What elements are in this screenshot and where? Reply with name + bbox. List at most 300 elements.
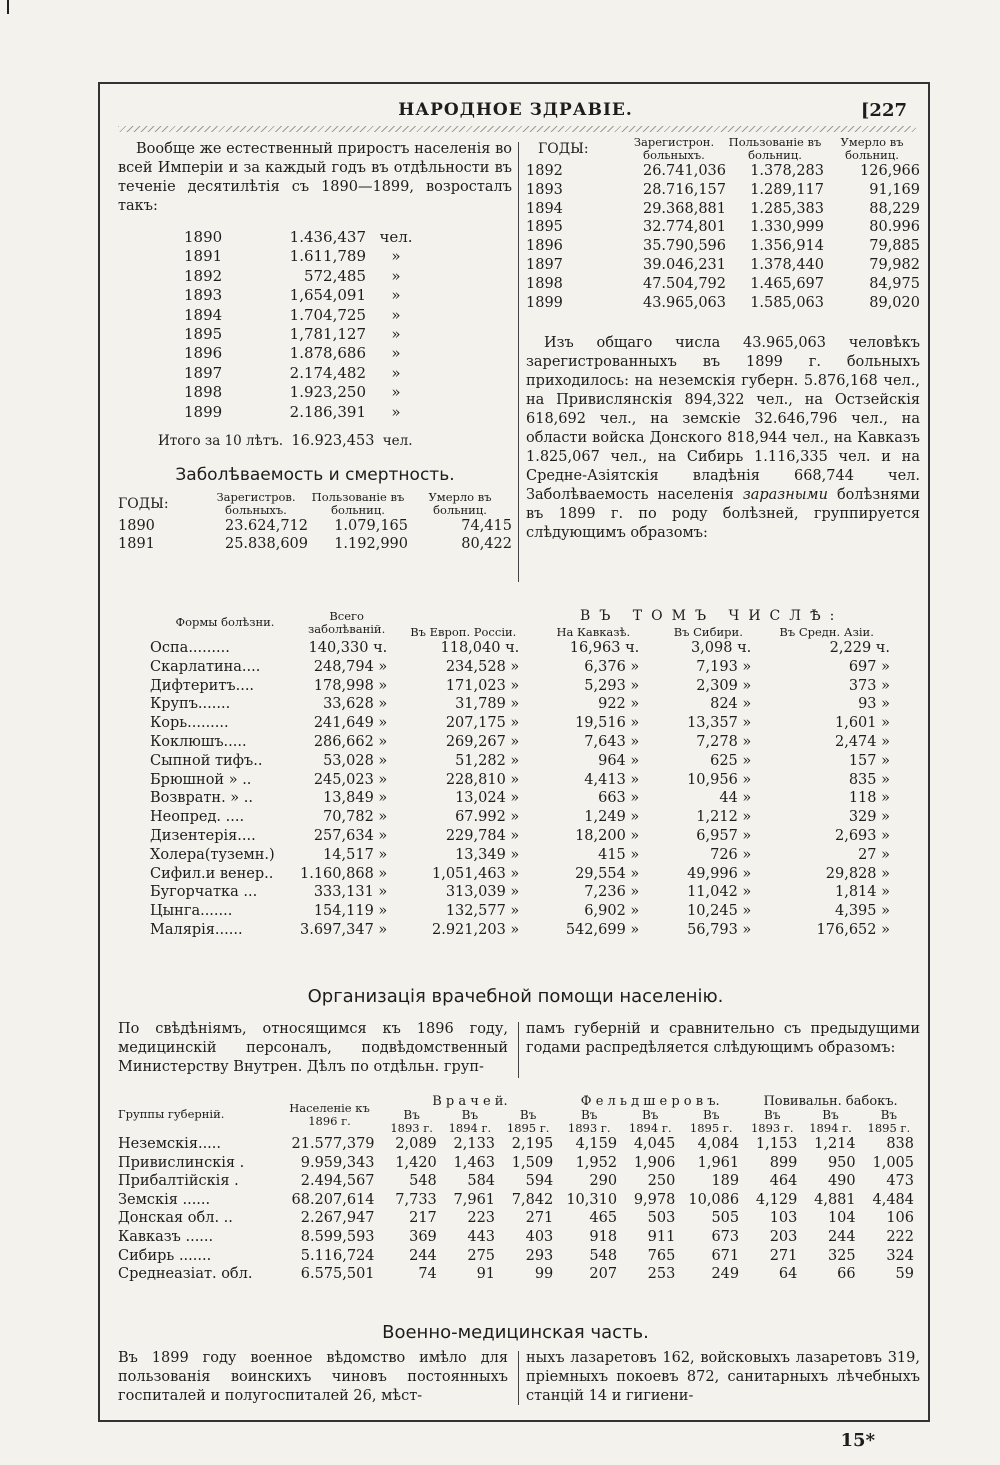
disease-asia: 4,395 » <box>835 903 890 920</box>
staff-subcol-year: 1895 г. <box>867 1121 911 1135</box>
disease-name: Скарлатина.... <box>150 658 261 675</box>
staff-count: 443 <box>467 1228 496 1245</box>
staff-count: 490 <box>827 1173 856 1190</box>
organization-heading: Организація врачебной помощи населенію. <box>307 986 724 1007</box>
disease-name: Коклюшъ..... <box>150 733 247 750</box>
disease-caucasus: 1,249 » <box>584 809 640 826</box>
staff-count: 325 <box>827 1247 856 1264</box>
growth-year: 1893 <box>184 286 223 305</box>
morbidity-use: 1.330,999 <box>750 219 824 236</box>
disease-total: 140,330 ч. <box>308 640 388 656</box>
morbidity-registered: 47.504,792 <box>642 275 726 292</box>
growth-value: 1.611,789 <box>289 247 366 266</box>
disease-europe: 31,789 » <box>455 696 520 713</box>
staff-count: 244 <box>409 1247 437 1264</box>
disease-europe: 67.992 » <box>455 809 520 826</box>
disease-europe: 1,051,463 » <box>432 865 520 882</box>
military-heading: Военно-медицинская часть. <box>382 1322 649 1343</box>
morbidity-use: 1.289,117 <box>750 181 824 198</box>
column-divider-top <box>518 142 519 582</box>
growth-value: 1,781,127 <box>289 325 366 344</box>
disease-asia: 329 » <box>848 809 890 826</box>
staff-count: 838 <box>886 1136 914 1152</box>
morbidity-row <box>118 535 512 553</box>
distribution-text-1: Изъ общаго числа 43.965,063 человѣкъ зарегистрованныхъ въ 1899 г. больныхъ приходилось: на неземскія губерн. 5.876,168 чел., на Привислянскія 894,322 чел., на Остзейскія 618,692 чел., на земскіе 32.646,796 чел., на области войска Донского 818,944 чел., на Кавказъ 1.825,067 чел., на Сибирь 1.116,335 чел. и на Средне-Азіятскія владѣнія 668,744 чел. Заболѣваемость населенія <box>526 335 920 504</box>
disease-caucasus: 16,963 ч. <box>569 640 640 656</box>
disease-siberia: 13,357 » <box>687 715 752 732</box>
morbidity-year: 1897 <box>526 256 563 273</box>
growth-year: 1894 <box>184 305 223 324</box>
staff-subcol-year: 1893 г. <box>567 1121 611 1135</box>
staff-count: 74 <box>418 1266 437 1283</box>
staff-count: 503 <box>647 1210 676 1227</box>
disease-europe: 13,024 » <box>455 790 520 807</box>
disease-siberia: 1,212 » <box>696 809 752 826</box>
staff-count: 1,214 <box>814 1136 856 1152</box>
disease-row <box>150 752 890 771</box>
growth-row <box>184 383 426 402</box>
growth-row <box>184 247 426 266</box>
disease-siberia: 824 » <box>710 696 752 713</box>
staff-count: 99 <box>534 1266 554 1283</box>
staff-count: 64 <box>778 1266 798 1283</box>
growth-unit: » <box>391 363 401 382</box>
organization-right-text: памъ губерній и сравнительно съ предыдущими годами распредѣляется слѣдующимъ образомъ: <box>526 1021 920 1056</box>
staff-count: 584 <box>467 1173 496 1190</box>
staff-count: 4,129 <box>755 1191 798 1208</box>
staff-count: 4,159 <box>575 1136 618 1152</box>
disease-total: 13,849 » <box>323 790 388 807</box>
disease-total: 333,131 » <box>313 884 388 901</box>
col-years-right: ГОДЫ: <box>538 140 589 157</box>
staff-count: 4,045 <box>633 1136 676 1152</box>
staff-row <box>118 1228 918 1247</box>
staff-population: 5.116,724 <box>300 1247 375 1264</box>
disease-europe: 207,175 » <box>445 715 520 732</box>
military-left-text: Въ 1899 году военное вѣдомство имѣло для пользованія воинскихъ чиновъ постоянныхъ госпиталей и полугоспиталей 26, мѣст- <box>118 1350 508 1404</box>
staff-subcol-year: 1893 г. <box>390 1121 433 1135</box>
staff-count: 253 <box>647 1266 676 1283</box>
distribution-italic: заразными <box>742 487 828 504</box>
disease-row <box>150 639 890 658</box>
disease-asia: 29,828 » <box>825 865 890 882</box>
staff-count: 10,086 <box>688 1191 740 1208</box>
disease-total: 1.160,868 » <box>300 865 388 882</box>
morbidity-died: 80,422 <box>461 536 512 553</box>
staff-count: 271 <box>769 1247 798 1264</box>
morbidity-row <box>526 162 920 181</box>
morbidity-use: 1.378,283 <box>750 163 824 179</box>
disease-europe: 13,349 » <box>455 846 520 863</box>
growth-year: 1898 <box>184 383 223 402</box>
disease-europe: 171,023 » <box>445 677 520 694</box>
staff-population: 6.575,501 <box>300 1266 375 1283</box>
disease-name: Возвратн. » .. <box>150 790 253 807</box>
disease-caucasus: 6,376 » <box>584 658 640 675</box>
staff-subcol-prefix: Въ <box>461 1108 479 1122</box>
morbidity-died: 74,415 <box>461 518 512 535</box>
disease-caucasus: 542,699 » <box>565 921 640 938</box>
morbidity-use: 1.465,697 <box>750 275 824 292</box>
morbidity-row <box>118 517 512 535</box>
growth-unit: чел. <box>379 228 413 246</box>
col-died-right: Умерло въ больниц. <box>840 135 904 162</box>
staff-count: 4,084 <box>697 1136 740 1152</box>
group-doctors: В р а ч е й. <box>432 1094 508 1109</box>
staff-count: 293 <box>525 1247 554 1264</box>
page-header <box>108 100 923 126</box>
morbidity-registered: 26.741,036 <box>642 163 726 179</box>
morbidity-died: 91,169 <box>869 181 920 198</box>
morbidity-died: 88,229 <box>869 200 920 217</box>
staff-count: 203 <box>769 1228 798 1245</box>
staff-row <box>118 1209 918 1228</box>
staff-count: 7,733 <box>395 1191 437 1208</box>
disease-name: Брюшной » .. <box>150 771 252 788</box>
disease-caucasus: 5,293 » <box>584 677 640 694</box>
col-form: Формы болѣзни. <box>175 615 275 629</box>
col-died: Умерло въ больниц. <box>428 490 492 518</box>
growth-row <box>184 306 426 325</box>
disease-total: 3.697,347 » <box>300 921 388 938</box>
staff-count: 671 <box>711 1247 740 1264</box>
staff-count: 2,089 <box>395 1136 437 1152</box>
growth-value: 2.174,482 <box>289 363 366 382</box>
disease-row <box>150 733 890 752</box>
disease-caucasus: 29,554 » <box>575 865 640 882</box>
page-number: [227 <box>860 100 907 121</box>
morbidity-year: 1899 <box>526 294 563 311</box>
staff-count: 1,906 <box>633 1154 676 1171</box>
growth-year: 1892 <box>184 266 223 285</box>
disease-row <box>150 902 890 921</box>
disease-siberia: 2,309 » <box>696 677 752 694</box>
disease-total: 245,023 » <box>313 771 388 788</box>
morbidity-use: 1.285,383 <box>750 200 824 217</box>
disease-row <box>150 827 890 846</box>
disease-siberia: 56,793 » <box>687 921 752 938</box>
group-midwives: Повивальн. бабокъ. <box>763 1094 898 1109</box>
left-column-top <box>118 140 512 553</box>
growth-row <box>184 344 426 363</box>
growth-value: 1.436,437 <box>289 228 366 246</box>
staff-count: 465 <box>589 1210 618 1227</box>
disease-caucasus: 922 » <box>598 696 640 713</box>
morbidity-year: 1896 <box>526 238 563 255</box>
military-right-text: ныхъ лазаретовъ 162, войсковыхъ лазаретовъ 319, пріемныхъ покоевъ 872, санитарныхъ лѣчебныхъ станцій 14 и гигиени- <box>526 1350 920 1404</box>
disease-europe: 132,577 » <box>445 903 520 920</box>
morbidity-died: 79,885 <box>869 238 920 255</box>
growth-value: 1.923,250 <box>289 383 366 402</box>
morbidity-died: 79,982 <box>869 256 920 273</box>
growth-unit: » <box>391 247 401 266</box>
staff-count: 223 <box>467 1210 496 1227</box>
disease-row <box>150 771 890 790</box>
staff-population: 8.599,593 <box>300 1228 375 1245</box>
col-siberia: Въ Сибири. <box>673 625 743 639</box>
disease-total: 14,517 » <box>323 846 388 863</box>
morbidity-use: 1.585,063 <box>750 294 824 311</box>
staff-count: 10,310 <box>566 1191 618 1208</box>
morbidity-row <box>526 256 920 275</box>
col-asia: Въ Средн. Азіи. <box>779 625 874 639</box>
staff-subcol-prefix: Въ <box>822 1108 839 1122</box>
organization-left-text: По свѣдѣніямъ, относящимся къ 1896 году, медицинскій персоналъ, подвѣдомственный Министерству Внутрен. Дѣлъ по отдѣльн. груп- <box>118 1021 508 1075</box>
disease-row <box>150 921 890 940</box>
morbidity-heading: Заболѣваемость и смертность. <box>175 465 455 486</box>
morbidity-year: 1898 <box>526 275 563 292</box>
staff-row <box>118 1135 918 1154</box>
morbidity-year: 1895 <box>526 219 563 236</box>
disease-name: Малярія...... <box>150 921 243 938</box>
staff-count: 66 <box>837 1266 856 1283</box>
growth-value: 1,654,091 <box>289 286 366 305</box>
growth-value: 1.704,725 <box>289 305 366 324</box>
morbidity-registered: 39.046,231 <box>642 256 726 273</box>
distribution-paragraph <box>526 334 920 543</box>
disease-asia: 835 » <box>848 771 890 788</box>
staff-subcol-year: 1893 г. <box>750 1121 794 1135</box>
staff-count: 207 <box>589 1266 618 1283</box>
staff-count: 9,978 <box>633 1191 676 1208</box>
staff-count: 249 <box>711 1266 740 1283</box>
staff-group-name: Привислинскія . <box>118 1154 245 1171</box>
growth-total <box>158 432 512 451</box>
staff-row <box>118 1172 918 1191</box>
growth-unit: » <box>391 383 401 402</box>
staff-count: 1,420 <box>395 1154 437 1171</box>
disease-asia: 1,814 » <box>835 884 890 901</box>
staff-population: 21.577,379 <box>291 1136 375 1152</box>
disease-asia: 697 » <box>848 658 890 675</box>
staff-count: 1,961 <box>697 1154 740 1171</box>
disease-name: Сифил.и венер.. <box>150 865 274 882</box>
disease-europe: 234,528 » <box>445 658 520 675</box>
disease-europe: 229,784 » <box>445 827 520 844</box>
disease-siberia: 10,956 » <box>687 771 752 788</box>
disease-row <box>150 883 890 902</box>
morbidity-year: 1891 <box>118 536 155 553</box>
disease-name: Крупъ....... <box>150 696 231 713</box>
morbidity-use: 1.378,440 <box>750 256 824 273</box>
staff-count: 1,153 <box>755 1136 798 1152</box>
col-europe: Въ Европ. Россіи. <box>410 625 517 639</box>
morbidity-year: 1894 <box>526 200 563 217</box>
staff-count: 473 <box>886 1173 914 1190</box>
morbidity-year: 1890 <box>118 518 155 535</box>
disease-total: 154,119 » <box>313 903 388 920</box>
staff-subcol-year: 1894 г. <box>809 1121 852 1135</box>
disease-asia: 1,601 » <box>835 715 890 732</box>
growth-row <box>184 286 426 305</box>
disease-row <box>150 677 890 696</box>
disease-total: 53,028 » <box>323 752 388 769</box>
morbidity-row <box>526 218 920 237</box>
column-divider-bottom <box>518 1351 519 1405</box>
disease-caucasus: 4,413 » <box>584 771 640 788</box>
morbidity-table-right <box>526 136 920 312</box>
disease-total: 286,662 » <box>313 733 388 750</box>
morbidity-died: 126,966 <box>860 163 920 179</box>
disease-total: 33,628 » <box>323 696 388 713</box>
growth-unit: » <box>391 266 401 285</box>
growth-row <box>184 325 426 344</box>
disease-asia: 2,693 » <box>835 827 890 844</box>
disease-caucasus: 7,236 » <box>584 884 640 901</box>
staff-count: 4,881 <box>814 1191 856 1208</box>
staff-count: 4,484 <box>872 1191 914 1208</box>
total-unit: чел. <box>382 433 413 450</box>
disease-total: 178,998 » <box>313 677 388 694</box>
disease-asia: 2,229 ч. <box>829 640 890 656</box>
disease-siberia: 10,245 » <box>687 903 752 920</box>
col-years: ГОДЫ: <box>118 495 169 512</box>
col-including: ВЪ ТОМЪ ЧИСЛѢ: <box>579 608 844 624</box>
staff-count: 250 <box>647 1173 676 1190</box>
disease-siberia: 11,042 » <box>687 884 752 901</box>
staff-count: 324 <box>886 1247 914 1264</box>
growth-row <box>184 403 426 422</box>
staff-subcol-prefix: Въ <box>703 1108 720 1122</box>
col-caucasus: На Кавказѣ. <box>556 625 631 639</box>
staff-table <box>118 1094 918 1284</box>
morbidity-died: 89,020 <box>869 294 920 311</box>
disease-name: Цынга....... <box>150 903 233 920</box>
disease-row <box>150 846 890 865</box>
disease-row <box>150 865 890 884</box>
staff-count: 106 <box>886 1210 914 1227</box>
col-use: Пользованіе въ больниц. <box>311 490 405 518</box>
disease-asia: 2,474 » <box>835 733 890 750</box>
staff-group-name: Земскія ...... <box>118 1191 211 1208</box>
distribution-text-2: болѣзнями въ 1899 г. по роду болѣзней, группируется слѣдующимъ образомъ: <box>526 487 921 542</box>
growth-unit: » <box>391 325 401 344</box>
disease-caucasus: 964 » <box>598 752 640 769</box>
morbidity-use: 1.356,914 <box>750 238 824 255</box>
disease-asia: 93 » <box>858 696 890 713</box>
staff-subcol-year: 1895 г. <box>506 1121 550 1135</box>
staff-subcol-prefix: Въ <box>519 1108 537 1122</box>
staff-count: 217 <box>409 1210 437 1227</box>
right-column-top <box>526 136 920 543</box>
growth-year: 1895 <box>184 325 223 344</box>
morbidity-row <box>526 200 920 219</box>
staff-subcol-prefix: Въ <box>641 1108 659 1122</box>
disease-siberia: 7,193 » <box>696 658 752 675</box>
staff-population: 68.207,614 <box>291 1191 375 1208</box>
staff-count: 369 <box>409 1228 437 1245</box>
disease-siberia: 44 » <box>719 790 752 807</box>
disease-siberia: 6,957 » <box>696 827 752 844</box>
morbidity-table-left <box>118 491 512 553</box>
staff-count: 275 <box>467 1247 496 1264</box>
staff-count: 7,842 <box>511 1191 554 1208</box>
col-use-right: Пользованіе въ больниц. <box>728 135 822 162</box>
disease-caucasus: 18,200 » <box>575 827 640 844</box>
staff-count: 290 <box>589 1173 618 1190</box>
morbidity-died: 80.996 <box>869 219 920 236</box>
disease-caucasus: 6,902 » <box>584 903 640 920</box>
staff-count: 59 <box>895 1266 914 1283</box>
staff-count: 7,961 <box>453 1191 496 1208</box>
growth-year: 1899 <box>184 402 223 421</box>
disease-name: Сыпной тифъ.. <box>150 752 263 769</box>
growth-unit: » <box>391 286 401 305</box>
disease-siberia: 726 » <box>710 846 752 863</box>
total-label: Итого за 10 лѣтъ. <box>158 433 284 450</box>
disease-asia: 27 » <box>858 846 890 863</box>
growth-value: 1.878,686 <box>289 344 366 363</box>
staff-group-name: Неземскія..... <box>118 1136 222 1152</box>
staff-count: 505 <box>711 1210 740 1227</box>
growth-row <box>184 267 426 286</box>
staff-subcol-year: 1894 г. <box>628 1121 672 1135</box>
staff-count: 899 <box>769 1154 798 1171</box>
growth-value: 2.186,391 <box>289 402 366 421</box>
staff-count: 2,133 <box>453 1136 496 1152</box>
disease-europe: 313,039 » <box>445 884 520 901</box>
staff-count: 594 <box>525 1173 554 1190</box>
disease-row <box>150 789 890 808</box>
staff-group-name: Кавказъ ...... <box>118 1228 214 1245</box>
col-group: Группы губерній. <box>118 1107 225 1121</box>
staff-population: 2.267,947 <box>300 1210 375 1227</box>
disease-caucasus: 19,516 » <box>575 715 640 732</box>
disease-name: Оспа......... <box>150 640 230 656</box>
staff-count: 918 <box>589 1228 618 1245</box>
staff-subcol-year: 1894 г. <box>448 1121 492 1135</box>
disease-europe: 118,040 ч. <box>440 640 520 656</box>
morbidity-row <box>526 294 920 313</box>
disease-siberia: 7,278 » <box>696 733 752 750</box>
disease-asia: 373 » <box>848 677 890 694</box>
growth-unit: » <box>391 344 401 363</box>
staff-count: 2,195 <box>511 1136 554 1152</box>
disease-europe: 2.921,203 » <box>432 921 520 938</box>
staff-count: 103 <box>769 1210 798 1227</box>
growth-unit: » <box>391 402 401 421</box>
morbidity-registered: 32.774,801 <box>642 219 726 236</box>
growth-year: 1891 <box>184 247 223 266</box>
morbidity-row <box>526 275 920 294</box>
growth-year: 1897 <box>184 363 223 382</box>
staff-count: 1,509 <box>511 1154 554 1171</box>
morbidity-use: 1.192,990 <box>334 536 408 553</box>
morbidity-registered: 25.838,609 <box>224 536 308 553</box>
staff-subcol-prefix: Въ <box>403 1108 420 1122</box>
col-population: Населеніе къ 1896 г. <box>289 1100 370 1128</box>
staff-count: 189 <box>711 1173 740 1190</box>
disease-name: Бугорчатка ... <box>150 884 258 901</box>
staff-group-name: Прибалтійскія . <box>118 1173 239 1190</box>
staff-row <box>118 1154 918 1173</box>
disease-caucasus: 663 » <box>598 790 640 807</box>
staff-group-name: Среднеазіат. обл. <box>118 1266 253 1283</box>
total-value: 16.923,453 <box>291 433 375 450</box>
staff-count: 222 <box>886 1228 914 1245</box>
staff-count: 548 <box>589 1247 618 1264</box>
disease-total: 70,782 » <box>323 809 388 826</box>
disease-name: Холера(туземн.) <box>150 846 275 863</box>
growth-year: 1890 <box>184 228 223 246</box>
staff-subcol-year: 1895 г. <box>689 1121 733 1135</box>
disease-total: 248,794 » <box>313 658 388 675</box>
staff-row <box>118 1265 918 1284</box>
growth-unit: » <box>391 305 401 324</box>
morbidity-registered: 35.790,596 <box>642 238 726 255</box>
morbidity-registered: 28.716,157 <box>642 181 726 198</box>
disease-europe: 51,282 » <box>455 752 520 769</box>
